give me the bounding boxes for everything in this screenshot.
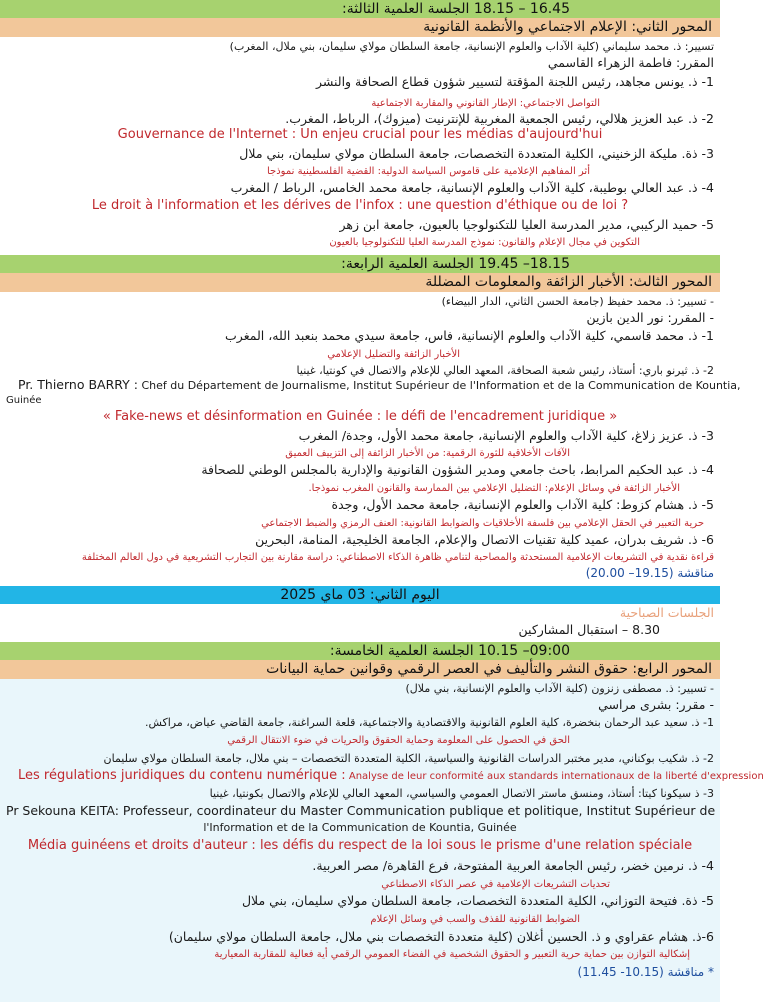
session4-header: 18.15– 19.45 الجلسة العلمية الرابعة: [0,255,720,273]
session4-speaker-3: 3- ذ. عزيز زلاغ، كلية الآداب والعلوم الإنسانية، جامعة محمد الأول، وجدة/ المغرب [298,428,714,443]
session5-keita-line1: Pr Sekouna KEITA: Professeur, coordinateur du Master Communication publique et politique, Institut Supérieur de [6,803,716,818]
session5-speaker-2: 2- ذ. شكيب بوكناني، مدير مختبر الدراسات القانونية والسياسية، الكلية المتعددة التخصصات – بني ملال، جامعة السلطان مولاي سليمان [103,752,714,765]
session3-speaker-4: 4- ذ. عبد العالي بوطيبة، كلية الآداب والعلوم الإنسانية، جامعة محمد الخامس، الرباط / المغرب [230,180,714,195]
session4-barry-title: « Fake-news et désinformation en Guinée : le défi de l'encadrement juridique » [102,409,618,424]
session3-title-1: التواصل الاجتماعي: الإطار القانوني والمقاربة الاجتماعية [371,98,600,109]
session5-header: 09:00– 10.15 الجلسة العلمية الخامسة: [0,642,720,660]
session4-speaker-2: 2- ذ. ثيرنو باري: أستاذ، رئيس شعبة الصحافة، المعهد العالي للإعلام والاتصال في كونتيا، غينيا [296,364,714,377]
session3-title-5: التكوين في مجال الإعلام والقانون: نموذج المدرسة العليا للتكنولوجيا بالعيون [329,237,640,248]
session4-speaker-4: 4- ذ. عبد الحكيم المرابط، باحث جامعي ومدير الشؤون القانونية والإدارية بالمجلس الوطني للصحافة [201,462,714,477]
session4-speaker-6: 6- ذ. شريف بدران، عميد كلية تقنيات الاتصال والإعلام، الجامعة الخليجية، المنامة، البحرين [255,532,714,547]
session4-speaker-5: 5- ذ. هشام كزوط: كلية الآداب والعلوم الإنسانية، جامعة محمد الأول، وجدة [331,497,714,512]
session5-body [0,679,764,1002]
session3-title-2: Gouvernance de l'Internet : Un enjeu crucial pour les médias d'aujourd'hui [117,127,603,142]
session3-speaker-2: 2- ذ. عبد العزيز هلالي، رئيس الجمعية المغربية للإنترنيت (ميزوك)، الرباط، المغرب. [285,111,714,126]
session4-moderator: - تسيير: ذ. محمد حفيظ (جامعة الحسن الثاني، الدار البيضاء) [441,295,714,308]
session5-speaker-1: 1- ذ. سعيد عبد الرحمان بنخضرة، كلية العلوم القانونية والاقتصادية والاجتماعية، قلعة السراغنة، جامعة القاضي عياض، مراكش. [144,716,714,729]
session5-speaker-3: 3- ذ سيكونا كيتا: أستاذ، ومنسق ماستر الاتصال العمومي والسياسي، المعهد العالي للإعلام والاتصال بكونتيا، غينيا [209,787,714,800]
day2-body [0,604,720,642]
session5-discussion: * مناقشة (10.15- 11.45) [577,965,714,979]
session3-body [0,37,720,255]
session5-title-4: تحديات التشريعات الإعلامية في عصر الذكاء الاصطناعي [381,879,610,890]
session3-header: 16.45 – 18.15 الجلسة العلمية الثالثة: [0,0,720,18]
session4-title-1: الأخبار الزائفة والتضليل الإعلامي [327,349,460,360]
session3-moderator: تسيير: ذ. محمد سليماني (كلية الآداب والعلوم الإنسانية، جامعة السلطان مولاي سليمان، بني ملال، المغرب) [229,40,714,53]
session4-title-3: الآفات الأخلاقية للثورة الرقمية: من الأخبار الزائفة إلى التزييف العميق [285,448,570,459]
session3-title-3: أثر المفاهيم الإعلامية على قاموس السياسة الدولية: القضية الفلسطينية نموذجا [267,166,590,177]
session5-title-6: إشكالية التوازن بين حماية حرية التعبير و الحقوق الشخصية في الفضاء العمومي الرقمي أية فعالية للمقاربة المعيارية [214,949,690,960]
session5-title-5: الضوابط القانونية للقذف والسب في وسائل الإعلام [370,914,580,925]
session3-rapporteur: المقرر: فاطمة الزهراء القاسمي [547,55,714,70]
session3-speaker-5: 5- حميد الركيبي، مدير المدرسة العليا للتكنولوجيا بالعيون، جامعة ابن زهر [339,217,714,232]
session3-speaker-3: 3- ذة. مليكة الزخنيني، الكلية المتعددة التخصصات، جامعة السلطان مولاي سليمان، بني ملال [239,146,714,161]
session5-keita-title: Média guinéens et droits d'auteur : les défis du respect de la loi sous le prisme d'une relation spéciale [27,838,693,853]
session4-barry-country: Guinée [6,395,42,406]
session5-keita-line2: l'Information et de la Communication de Kountia, Guinée [203,821,517,834]
day2-header: اليوم الثاني: 03 ماي 2025 [0,586,720,604]
session4-body [0,292,741,586]
session3-speaker-1: 1- ذ. يونس مجاهد، رئيس اللجنة المؤقتة لتسيير شؤون قطاع الصحافة والنشر [315,74,714,89]
session4-speaker-1: 1- ذ. محمد قاسمي، كلية الآداب والعلوم الإنسانية، فاس، جامعة سيدي محمد بنعبد الله، المغرب [225,328,714,343]
session4-title-4: الأخبار الزائفة في وسائل الإعلام: التضليل الإعلامي بين الممارسة والقانون المغرب نموذجا. [308,483,680,494]
session5-axis: المحور الرابع: حقوق النشر والتأليف في العصر الرقمي وقوانين حماية البيانات [0,660,720,679]
session4-axis: المحور الثالث: الأخبار الزائفة والمعلومات المضللة [0,273,720,292]
session4-rapporteur: - المقرر: نور الدين بازين [586,310,714,325]
session4-barry-fr: Pr. Thierno BARRY : Chef du Département de Journalisme, Institut Supérieur de l'Information et de la Communication de Kountia, [18,377,741,392]
session5-speaker-5: 5- ذة. فتيحة التوزاني، الكلية المتعددة التخصصات، جامعة السلطان مولاي سليمان، بني ملال [241,893,714,908]
session5-speaker-6: 6-ذ. هشام عقراوي و ذ. الحسين أغلان (كلية متعددة التخصصات بني ملال، جامعة السلطان مولاي سليمان) [168,929,714,944]
session4-title-5: حرية التعبير في الحقل الإعلامي بين فلسفة الأخلاقيات والضوابط القانونية: العنف الرمزي والضبط الاجتماعي [261,518,704,529]
session3-title-4: Le droit à l'information et les dérives de l'infox : une question d'éthique ou de loi ? [91,198,629,213]
day2-welcome: 8.30 – استقبال المشاركين [518,622,660,637]
day2-morning: الجلسات الصباحية [619,605,714,620]
session5-title-2: Les régulations juridiques du contenu numérique : Analyse de leur conformité aux standards internationaux de la liberté d'expression [18,768,764,783]
session5-title-1: الحق في الحصول على المعلومة وحماية الحقوق والحريات في ضوء الانتقال الرقمي [227,735,570,746]
session5-speaker-4: 4- ذ. نرمين خضر، رئيس الجامعة العربية المفتوحة، فرع القاهرة/ مصر العربية. [312,858,714,873]
session5-moderator: - تسيير: ذ. مصطفى زنزون (كلية الآداب والعلوم الإنسانية، بني ملال) [405,682,714,695]
session4-title-6: قراءة نقدية في التشريعات الإعلامية المستحدثة والمصاحبة لتنامي ظاهرة الذكاء الاصطناعي: دراسة مقارنة بين التجارب التشريعية في دول العالم المختلفة [81,552,714,563]
session5-rapporteur: - مقرر: بشرى مراسي [598,697,714,712]
session3-axis: المحور الثاني: الإعلام الاجتماعي والأنظمة القانونية [0,18,720,37]
session4-discussion: مناقشة (19.15– 20.00) [585,566,714,580]
